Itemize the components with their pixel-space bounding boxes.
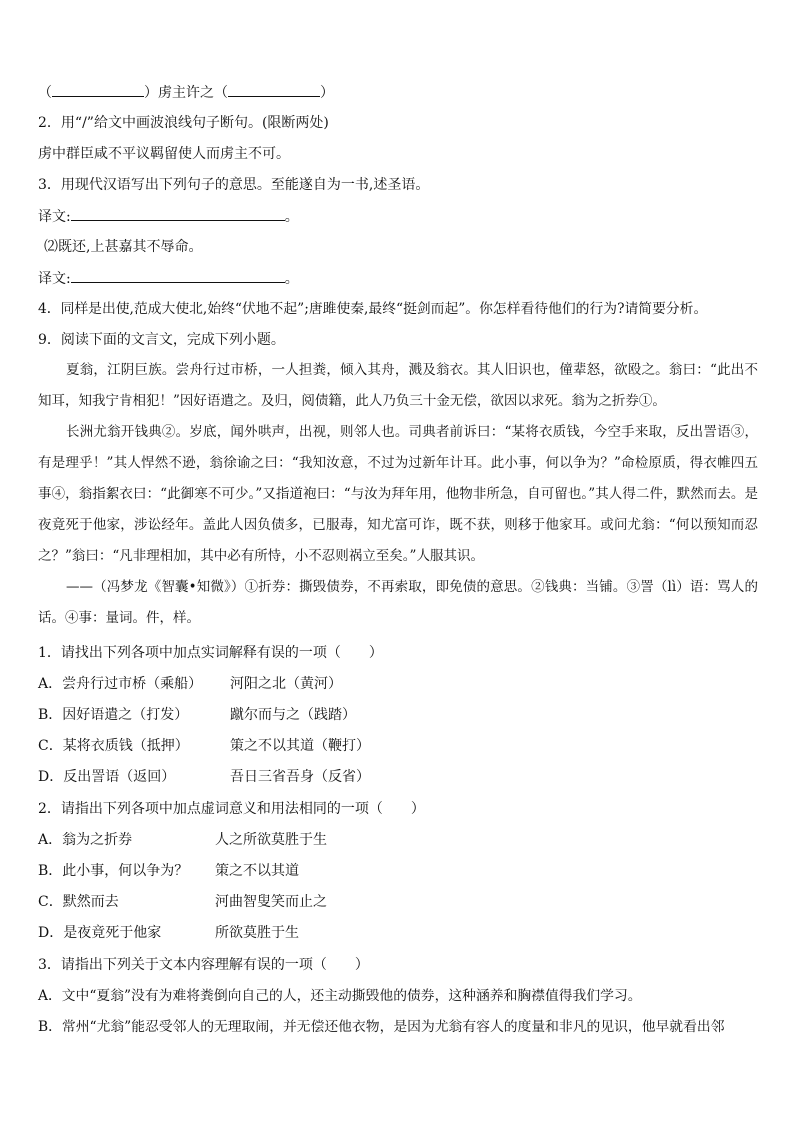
question-4-stem: 4．同样是出使,范成大使北,始终“伏地不起”;唐雎使秦,最终“挺剑而起”。你怎样看待他们的行为?请简要分析。 (38, 301, 708, 317)
sub2-option-c-right: 河曲智叟笑而止之 (215, 894, 327, 910)
question-2-sentence: 虏中群臣咸不平议羁留使人而虏主不可。 (38, 146, 290, 162)
sub1-option-b-left: B．因好语遣之（打发） (38, 707, 189, 723)
translation-blank[interactable] (71, 206, 285, 221)
question-9-stem: 9．阅读下面的文言文，完成下列小题。 (38, 332, 285, 348)
sub2-option-a-left: A．翁为之折券 (38, 832, 133, 848)
question-3-stem: 3．用现代汉语写出下列句子的意思。至能遂自为一书,述圣语。 (38, 177, 430, 193)
answer-blank[interactable] (228, 82, 320, 97)
sub1-option-c-left: C．某将衣质钱（抵押） (38, 738, 189, 754)
fill-in-line (38, 82, 758, 103)
translation-end: 。 (284, 209, 299, 225)
sub1-option-d-right: 吾日三省吾身（反省） (230, 769, 370, 785)
passage-paragraph-1: 夏翁，江阴巨族。尝舟行过市桥，一人担粪，倾入其舟，溅及翁衣。其人旧识也，僮辈怒，欲殴之。翁曰：“此出不知耳，知我宁肯相犯！”因好语遣之。及归，阅债籍，此人乃负三十金无偿，欲因以求死。翁为之折券①。 (38, 362, 758, 409)
sub2-option-c-left: C．默然而去 (38, 894, 119, 910)
sub3-option-b: B．常州“尤翁”能忍受邻人的无理取闹，并无偿还他衣物，是因为尤翁有容人的度量和非凡的见识，他早就看出邻 (38, 1019, 725, 1035)
translation-line-1 (38, 206, 758, 227)
sub-question-1-stem: 1．请找出下列各项中加点实词解释有误的一项（ ） (38, 645, 383, 661)
sub2-option-b-left: B．此小事，何以争为？ (38, 863, 189, 879)
sub1-option-a-right: 河阳之北（黄河） (230, 676, 342, 692)
translation-blank[interactable] (71, 268, 285, 283)
translation-label: 译文: (38, 209, 71, 225)
translation-end: 。 (284, 271, 299, 287)
sub1-option-a-left: A．尝舟行过市桥（乘船） (38, 676, 203, 692)
sub2-option-b-right: 策之不以其道 (215, 863, 299, 879)
sub1-option-c-right: 策之不以其道（鞭打） (230, 738, 370, 754)
passage-paragraph-2: 长洲尤翁开钱典②。岁底，闻外哄声，出视，则邻人也。司典者前诉曰：“某将衣质钱，今空手来取，反出詈语③，有是理乎！”其人悍然不逊，翁徐谕之曰：“我知汝意，不过为过新年计耳。此小事，何以争为？”命检原质，得衣帷四五事④，翁指絮衣曰：“此御寒不可少。”又指道袍曰：“与汝为拜年用，他物非所急，自可留也。”其人得二件，默然而去。是夜竟死于他家，涉讼经年。盖此人因负债多，已服毒，知尤富可诈，既不获，则移于他家耳。或问尤翁：“何以预知而忍之？”翁曰：“凡非理相加，其中必有所恃，小不忍则祸立至矣。”人服其识。 (38, 424, 758, 564)
open-paren: （ (38, 85, 52, 101)
passage-source-notes: ——（冯梦龙《智囊•知微》）①折券：撕毁债券，不再索取，即免债的意思。②钱典：当铺。③詈（lì）语：骂人的话。④事：量词。件，样。 (38, 579, 758, 626)
fill-in-text: ）虏主许之（ (144, 85, 228, 101)
question-3-sub-2: ⑵既还,上甚嘉其不辱命。 (44, 239, 203, 255)
sub2-option-d-right: 所欲莫胜于生 (215, 925, 299, 941)
question-2-stem: 2．用“/”给文中画波浪线句子断句。(限断两处) (38, 115, 329, 131)
sub3-option-a: A．文中“夏翁”没有为难将粪倒向自己的人，还主动撕毁他的债券，这种涵养和胸襟值得我们学习。 (38, 988, 642, 1004)
translation-label: 译文: (38, 271, 71, 287)
answer-blank[interactable] (52, 82, 144, 97)
close-paren: ） (320, 85, 334, 101)
sub-question-3-stem: 3．请指出下列关于文本内容理解有误的一项（ ） (38, 957, 369, 973)
sub2-option-d-left: D．是夜竟死于他家 (38, 925, 162, 941)
sub1-option-b-right: 蹴尔而与之（践踏） (230, 707, 356, 723)
sub1-option-d-left: D．反出詈语（返回） (38, 769, 176, 785)
translation-line-2 (38, 268, 758, 289)
sub-question-2-stem: 2．请指出下列各项中加点虚词意义和用法相同的一项（ ） (38, 801, 425, 817)
sub2-option-a-right: 人之所欲莫胜于生 (215, 832, 327, 848)
